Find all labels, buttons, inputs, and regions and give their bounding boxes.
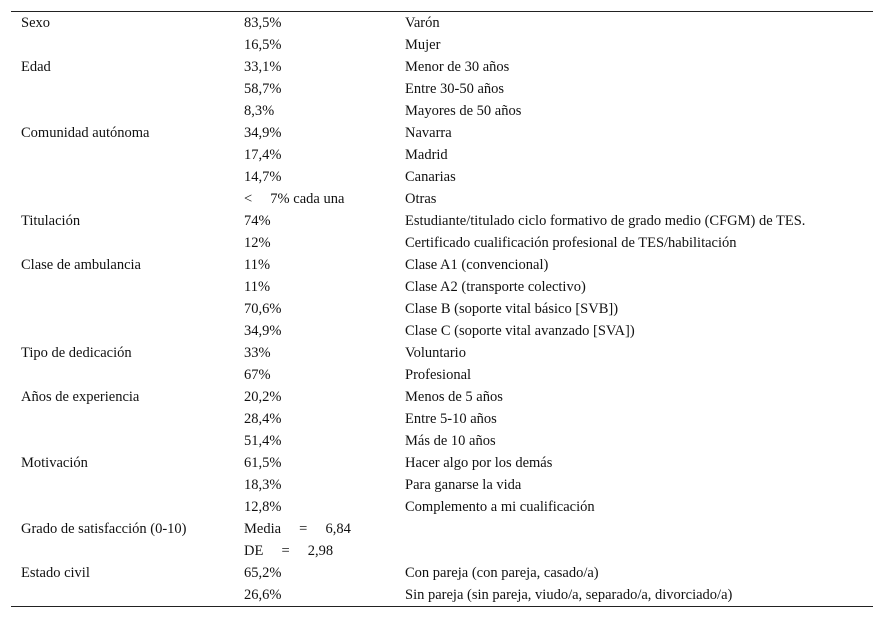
value-cell: 74% — [244, 213, 271, 229]
table-row — [11, 100, 873, 122]
table-row — [11, 562, 873, 584]
data-table-container — [11, 11, 873, 607]
table-row — [11, 298, 873, 320]
variable-cell: Motivación — [21, 455, 88, 471]
category-cell: Voluntario — [405, 345, 466, 361]
variable-cell — [11, 166, 244, 188]
value-cell: 33,1% — [244, 59, 282, 75]
variable-cell — [11, 34, 244, 56]
value-cell: 67% — [244, 367, 271, 383]
table-row — [11, 56, 873, 78]
variable-cell — [11, 276, 244, 298]
value-cell: Media = 6,84 — [244, 521, 351, 537]
data-table — [11, 12, 873, 606]
category-cell: Menos de 5 años — [405, 389, 503, 405]
variable-cell — [11, 540, 244, 562]
value-cell: 51,4% — [244, 433, 282, 449]
table-row — [11, 122, 873, 144]
variable-cell — [11, 496, 244, 518]
table-row — [11, 12, 873, 34]
variable-cell: Años de experiencia — [21, 389, 140, 405]
value-cell: 8,3% — [244, 103, 275, 119]
category-cell: Profesional — [405, 367, 472, 383]
variable-cell — [11, 100, 244, 122]
variable-cell — [11, 430, 244, 452]
category-cell: Clase A1 (convencional) — [405, 257, 549, 273]
variable-cell — [11, 298, 244, 320]
variable-cell — [11, 474, 244, 496]
value-cell: 12% — [244, 235, 271, 251]
variable-cell: Titulación — [21, 213, 81, 229]
value-cell: 65,2% — [244, 565, 282, 581]
category-cell: Mujer — [405, 37, 441, 53]
table-row — [11, 78, 873, 100]
variable-cell — [11, 584, 244, 606]
table-row — [11, 474, 873, 496]
value-cell: 20,2% — [244, 389, 282, 405]
variable-cell: Tipo de dedicación — [21, 345, 132, 361]
category-cell: Canarias — [405, 169, 456, 185]
table-row — [11, 364, 873, 386]
table-row — [11, 430, 873, 452]
value-cell: 12,8% — [244, 499, 282, 515]
category-cell: Hacer algo por los demás — [405, 455, 553, 471]
table-row — [11, 232, 873, 254]
value-cell: 70,6% — [244, 301, 282, 317]
table-row — [11, 408, 873, 430]
variable-cell: Estado civil — [21, 565, 90, 581]
table-row — [11, 496, 873, 518]
category-cell: Complemento a mi cualificación — [405, 499, 595, 515]
category-cell: Madrid — [405, 147, 448, 163]
variable-cell: Sexo — [21, 15, 50, 31]
value-cell: 34,9% — [244, 125, 282, 141]
value-cell: 83,5% — [244, 15, 282, 31]
category-cell: Para ganarse la vida — [405, 477, 522, 493]
table-row — [11, 34, 873, 56]
variable-cell — [11, 144, 244, 166]
table-row — [11, 386, 873, 408]
value-cell: 26,6% — [244, 587, 282, 603]
category-cell: Entre 30-50 años — [405, 81, 505, 97]
variable-cell: Clase de ambulancia — [21, 257, 141, 273]
category-cell: Estudiante/titulado ciclo formativo de grado medio (CFGM) de TES. — [405, 213, 806, 229]
table-row — [11, 342, 873, 364]
table-row — [11, 254, 873, 276]
variable-cell — [11, 320, 244, 342]
table-row — [11, 166, 873, 188]
value-cell: 28,4% — [244, 411, 282, 427]
variable-cell — [11, 78, 244, 100]
variable-cell — [11, 188, 244, 210]
table-row — [11, 540, 873, 562]
value-cell: 11% — [244, 279, 271, 295]
category-cell: Mayores de 50 años — [405, 103, 522, 119]
table-row — [11, 518, 873, 540]
variable-cell: Comunidad autónoma — [21, 125, 150, 141]
category-cell: Navarra — [405, 125, 452, 141]
variable-cell — [11, 232, 244, 254]
category-cell: Clase B (soporte vital básico [SVB]) — [405, 301, 619, 317]
value-cell: 33% — [244, 345, 271, 361]
table-row — [11, 584, 873, 606]
category-cell: Otras — [405, 191, 437, 207]
table-row — [11, 144, 873, 166]
variable-cell: Grado de satisfacción (0-10) — [21, 521, 187, 537]
variable-cell: Edad — [21, 59, 51, 75]
table-row — [11, 188, 873, 210]
category-cell — [405, 540, 873, 562]
category-cell: Entre 5-10 años — [405, 411, 497, 427]
value-cell: < 7% cada una — [244, 191, 345, 207]
value-cell: 61,5% — [244, 455, 282, 471]
table-row — [11, 452, 873, 474]
value-cell: 16,5% — [244, 37, 282, 53]
value-cell: 17,4% — [244, 147, 282, 163]
variable-cell — [11, 408, 244, 430]
category-cell: Clase C (soporte vital avanzado [SVA]) — [405, 323, 635, 339]
value-cell: 58,7% — [244, 81, 282, 97]
category-cell: Certificado cualificación profesional de TES/habilitación — [405, 235, 737, 251]
table-row — [11, 276, 873, 298]
table-row — [11, 210, 873, 232]
category-cell: Más de 10 años — [405, 433, 496, 449]
table-body — [11, 12, 873, 606]
value-cell: 34,9% — [244, 323, 282, 339]
value-cell: 18,3% — [244, 477, 282, 493]
value-cell: 11% — [244, 257, 271, 273]
table-row — [11, 320, 873, 342]
category-cell: Con pareja (con pareja, casado/a) — [405, 565, 599, 581]
variable-cell — [11, 364, 244, 386]
value-cell: 14,7% — [244, 169, 282, 185]
category-cell: Clase A2 (transporte colectivo) — [405, 279, 586, 295]
category-cell — [405, 518, 873, 540]
value-cell: DE = 2,98 — [244, 543, 334, 559]
category-cell: Sin pareja (sin pareja, viudo/a, separado/a, divorciado/a) — [405, 587, 733, 603]
category-cell: Menor de 30 años — [405, 59, 510, 75]
category-cell: Varón — [405, 15, 440, 31]
